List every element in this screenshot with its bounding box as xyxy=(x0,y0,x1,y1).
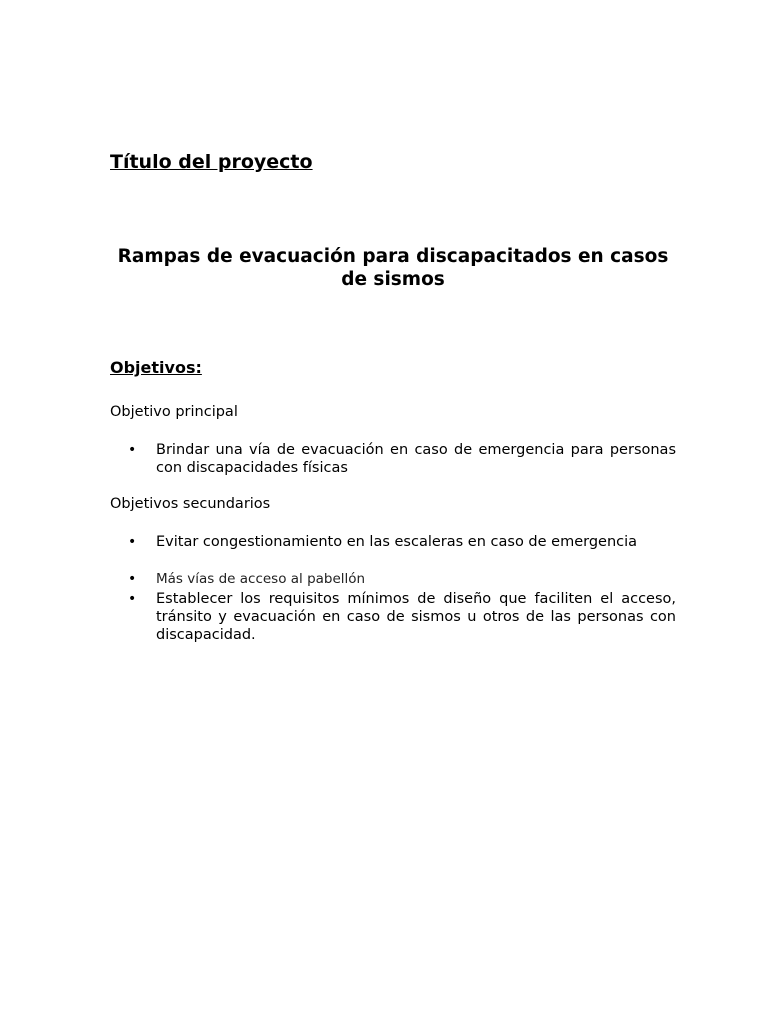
list-item xyxy=(128,590,676,644)
secondary-objective-text: Establecer los requisitos mínimos de diseño que faciliten el acceso, tránsito y evacuación en caso de sismos u otros de las personas con discapacidad. xyxy=(156,591,676,643)
list-item xyxy=(128,441,676,477)
project-name: Rampas de evacuación para discapacitados en casos de sismos xyxy=(117,246,669,290)
list-item xyxy=(128,533,676,551)
bullet-icon: • xyxy=(128,571,137,587)
main-objective-label: Objetivo principal xyxy=(110,404,238,420)
list-item xyxy=(128,570,676,588)
secondary-objectives-label: Objetivos secundarios xyxy=(110,496,271,512)
bullet-icon: • xyxy=(128,591,137,607)
bullet-icon: • xyxy=(128,534,137,550)
main-objective-text: Brindar una vía de evacuación en caso de emergencia para personas con discapacidades físicas xyxy=(156,442,676,476)
bullet-icon: • xyxy=(128,442,137,458)
objectives-heading: Objetivos: xyxy=(110,358,202,377)
document-title: Título del proyecto xyxy=(110,151,313,173)
secondary-objective-text: Evitar congestionamiento en las escaleras en caso de emergencia xyxy=(156,534,638,550)
secondary-objective-text: Más vías de acceso al pabellón xyxy=(156,571,366,587)
